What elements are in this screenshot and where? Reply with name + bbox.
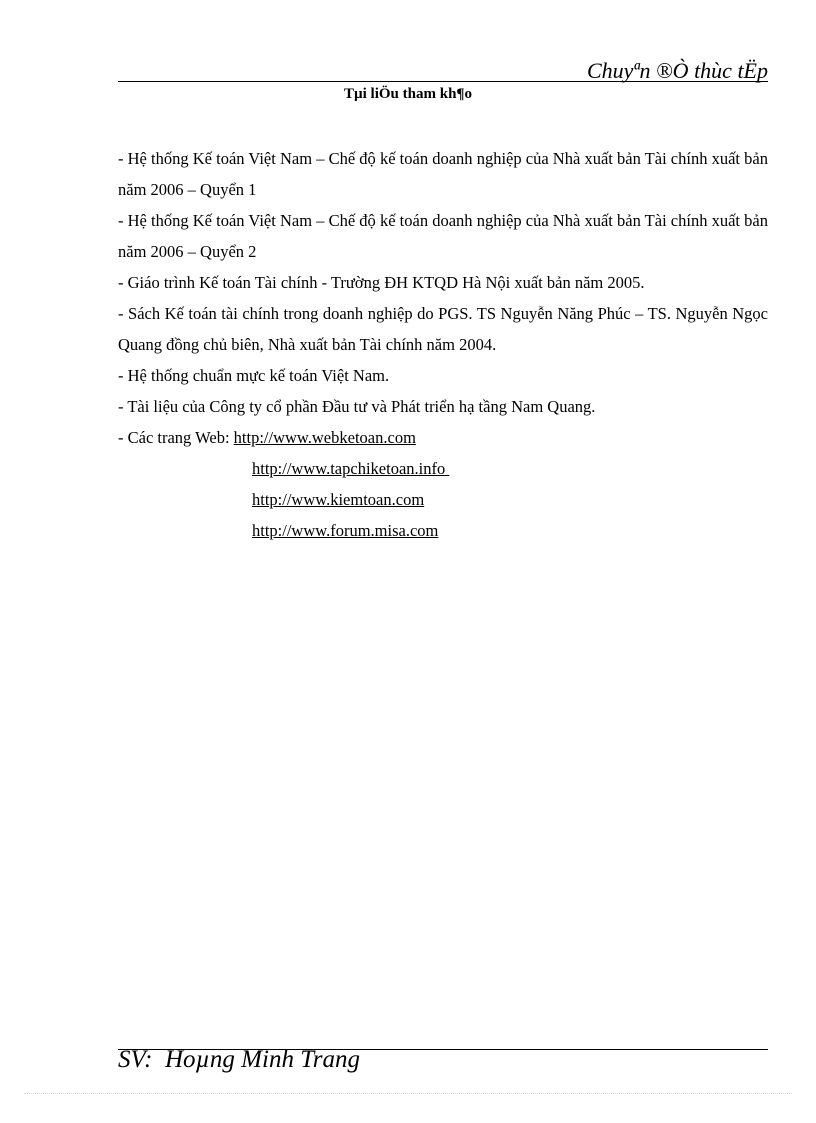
- web-links-row: [118, 453, 768, 484]
- web-links-row: [118, 484, 768, 515]
- web-links-row: [118, 422, 768, 453]
- reference-item-1: - Hệ thống Kế toán Việt Nam – Chế độ kế toán doanh nghiệp của Nhà xuất bản Tài chính xuất bản năm 2006 – Quyển 1: [118, 149, 768, 199]
- reference-item-4: - Sách Kế toán tài chính trong doanh nghiệp do PGS. TS Nguyễn Năng Phúc – TS. Nguyễn Ngọc Quang đồng chủ biên, Nhà xuất bản Tài chính năm 2004.: [118, 304, 768, 354]
- page-bottom-border: [24, 1093, 792, 1094]
- reference-list: [118, 143, 768, 546]
- link-webketoan[interactable]: http://www.webketoan.com: [233, 428, 416, 447]
- reference-item-2: - Hệ thống Kế toán Việt Nam – Chế độ kế toán doanh nghiệp của Nhà xuất bản Tài chính xuất bản năm 2006 – Quyển 2: [118, 211, 768, 261]
- web-links-label: - Các trang Web:: [118, 428, 234, 447]
- header-title: Chuyªn ®Ò thùc tËp: [586, 58, 768, 83]
- reference-item-6: - Tài liệu của Công ty cổ phần Đầu tư và Phát triển hạ tầng Nam Quang.: [118, 397, 596, 416]
- footer-author: SV: Hoµng Minh Trang: [118, 1046, 360, 1073]
- reference-item-5: - Hệ thống chuẩn mực kế toán Việt Nam.: [118, 366, 390, 385]
- link-tapchiketoan[interactable]: http://www.tapchiketoan.info: [252, 459, 450, 478]
- link-forum-misa[interactable]: http://www.forum.misa.com: [252, 521, 439, 540]
- page-title: Tµi liÖu tham kh¶o: [343, 86, 473, 102]
- web-links-row: [118, 515, 768, 546]
- reference-item-3: - Giáo trình Kế toán Tài chính - Trường ĐH KTQD Hà Nội xuất bản năm 2005.: [118, 273, 645, 292]
- header-rule: [118, 81, 768, 82]
- link-kiemtoan[interactable]: http://www.kiemtoan.com: [252, 490, 425, 509]
